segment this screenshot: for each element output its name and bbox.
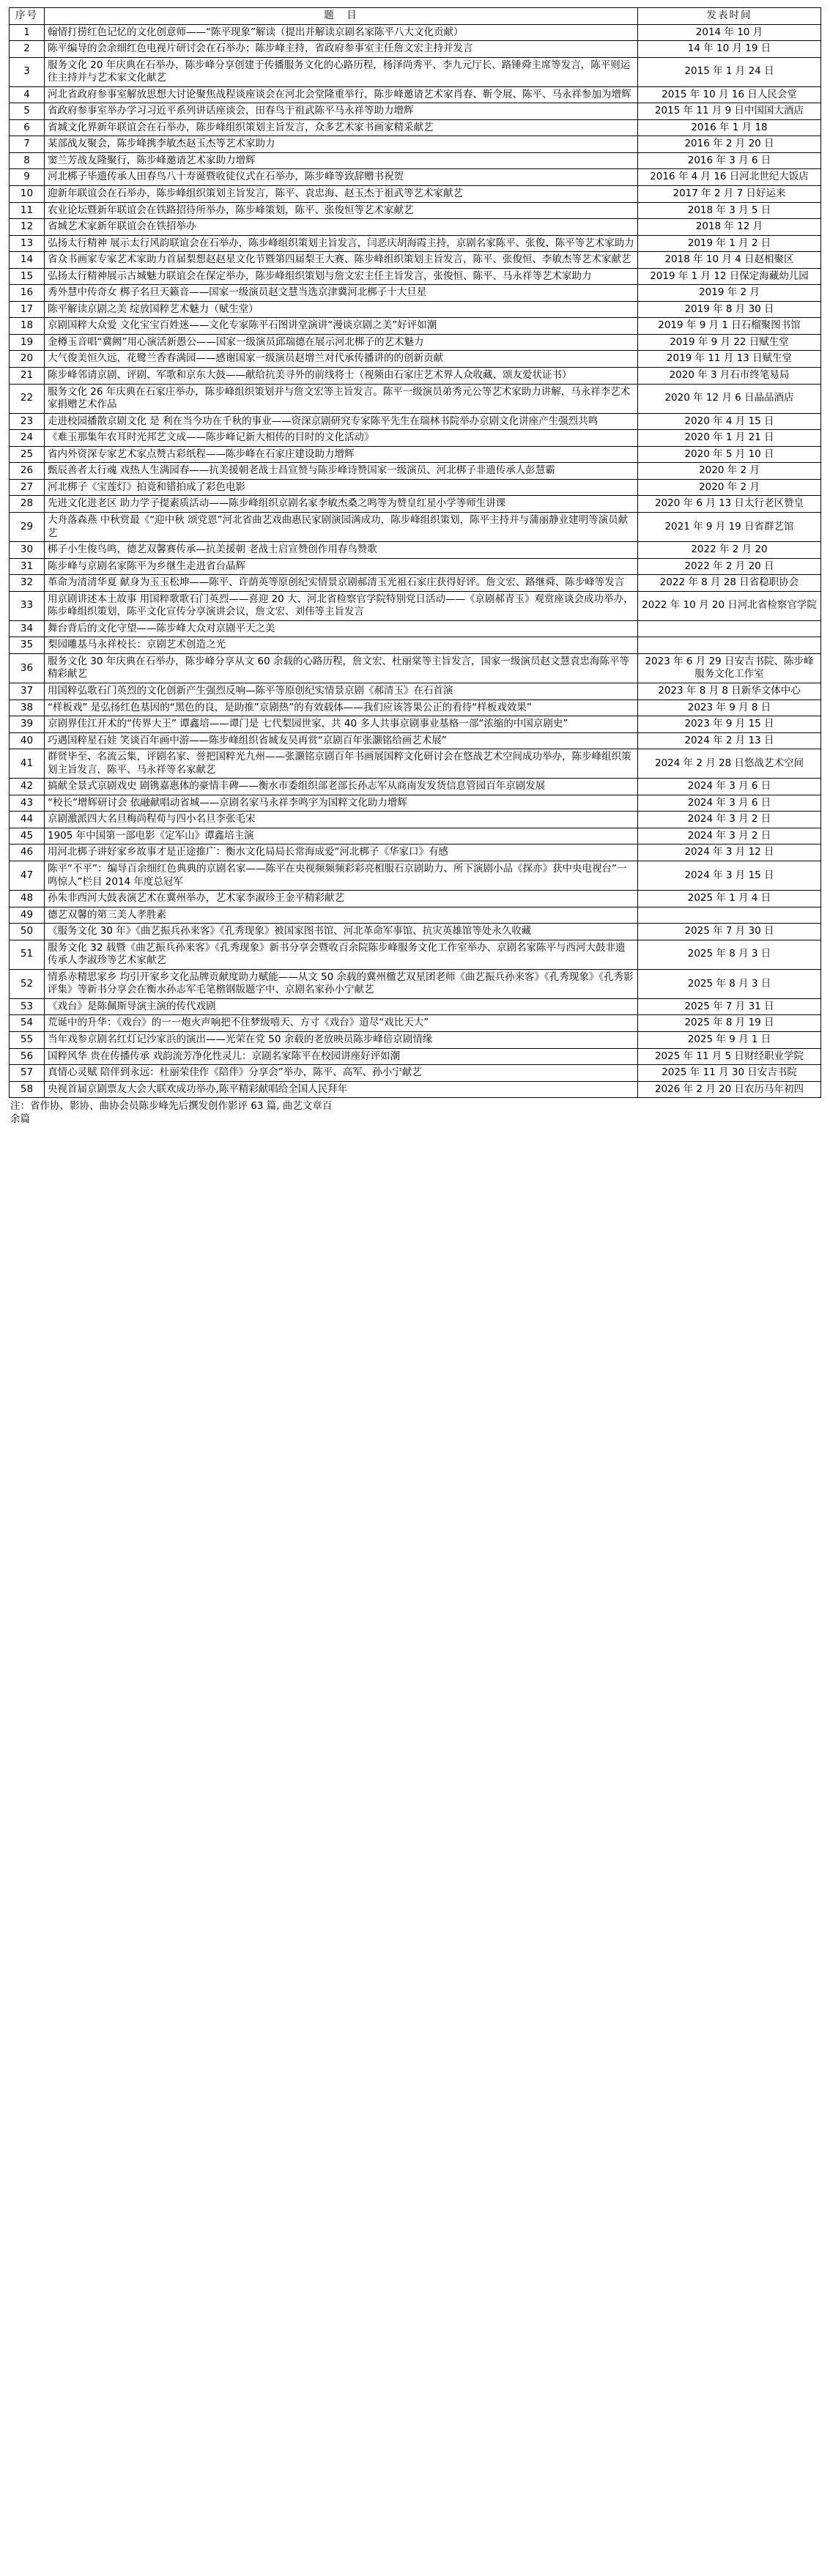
row-date: 2019 年 9 月 1 日石榴聚图书馆 (638, 318, 821, 335)
row-index: 8 (10, 152, 45, 169)
row-index: 40 (10, 732, 45, 749)
row-date: 2023 年 9 月 8 日 (638, 699, 821, 716)
column-header-index: 序号 (10, 8, 45, 25)
row-date: 2022 年 8 月 28 日省稳职协会 (638, 575, 821, 592)
table-row (10, 119, 821, 136)
row-title: 服务文化 30 年庆典在石举办，陈步峰分享从文 60 余载的心路历程，詹文宏、杜丽棠等主旨发言，国家一级演员赵文慧袁忠海陈平等精彩献艺 (45, 653, 638, 683)
row-title: 省城艺术家新年联谊会在铁招举办 (45, 219, 638, 236)
row-date: 2020 年 5 月 10 日 (638, 446, 821, 463)
row-date: 2022 年 2 月 20 (638, 542, 821, 559)
table-row (10, 285, 821, 302)
row-index: 21 (10, 368, 45, 385)
row-date: 2019 年 11 月 13 日赋生堂 (638, 351, 821, 368)
table-row (10, 463, 821, 480)
row-title: 大气俊美恒久远，花鹭兰香春满园——感谢国家一级演员赵增兰对代承传播讲的的创新贡献 (45, 351, 638, 368)
row-date: 2025 年 11 月 5 日财经职业学院 (638, 1048, 821, 1065)
row-index: 7 (10, 136, 45, 153)
table-row (10, 861, 821, 890)
row-index: 38 (10, 699, 45, 716)
row-title: 德艺双馨的第三美人孝胜素 (45, 907, 638, 924)
row-index: 43 (10, 795, 45, 812)
row-date: 2024 年 2 月 13 日 (638, 732, 821, 749)
row-title: 梨园雕基马永祥校长：京剧艺术创造之光 (45, 637, 638, 654)
table-row (10, 301, 821, 318)
row-date: 2023 年 6 月 29 日安吉书院、陈步峰服务文化工作室 (638, 653, 821, 683)
row-date: 2016 年 4 月 16 日河北世纪大饭店 (638, 169, 821, 186)
row-title: 陈平编导的会余细红色电视片研讨会在石举办；陈步峰主持，省政府参事室主任詹文宏主持并发言 (45, 41, 638, 58)
table-row (10, 202, 821, 219)
row-date: 2023 年 8 月 8 日新华文体中心 (638, 683, 821, 699)
row-index: 23 (10, 413, 45, 430)
row-index: 26 (10, 463, 45, 480)
row-date: 2024 年 3 月 15 日 (638, 861, 821, 890)
row-index: 18 (10, 318, 45, 335)
row-index: 54 (10, 1015, 45, 1032)
row-index: 19 (10, 334, 45, 351)
row-title: 情系赤精思家乡 均引开家乡文化品牌贡献度助力赋能——从文 50 余载的冀州楹艺双星团老师《曲艺振兵孙来客》《孔秀现象》《孔秀影评集》等新书分享会在衡水孙志军毛笔楷钢版题字中、京剧名家孙小宁献艺 (45, 969, 638, 998)
table-row (10, 1015, 821, 1032)
row-title: 服务文化 32 载暨《曲艺振兵孙来客》《孔秀现象》新书分享会暨收百余院陈步峰服务文化工作室举办、京剧名家陈平与西河大鼓非遗传承人李淑珍等艺术家献艺 (45, 940, 638, 969)
row-title: 甄辰善者太行魂 戏热人生满园春——抗美援朝老战士昌宣赞与陈步峰诗赞国家一级演员、河北梆子非遗传承人彭慧霸 (45, 463, 638, 480)
row-index: 53 (10, 998, 45, 1015)
row-index: 33 (10, 591, 45, 620)
table-row (10, 699, 821, 716)
row-index: 56 (10, 1048, 45, 1065)
row-date: 2025 年 8 月 3 日 (638, 969, 821, 998)
row-index: 49 (10, 907, 45, 924)
column-header-title: 题 目 (45, 8, 638, 25)
row-index: 32 (10, 575, 45, 592)
row-title: 服务文化 20 年庆典在石举办，陈步峰分享创建于传播服务文化的心路历程，杨泽尚秀平、李九元厅长、路锤舜主席等发言，陈平则运往主持并与艺术家文化献艺 (45, 57, 638, 86)
row-index: 28 (10, 496, 45, 513)
table-row (10, 479, 821, 496)
row-index: 34 (10, 620, 45, 637)
row-date: 2018 年 10 月 4 日赵相聚区 (638, 252, 821, 269)
row-title: 京剧界佳江开术的“传界大王” 谭鑫培——谭门是 七代梨园世家，共 40 多人共事京剧事业基格一部“浓缩的中国京剧史” (45, 716, 638, 733)
table-row (10, 413, 821, 430)
row-index: 30 (10, 542, 45, 559)
table-row (10, 103, 821, 120)
row-title: 翰情打捞红色记忆的文化创意师——“陈平现象”解读（提出并解读京剧名家陈平八大文化贡献） (45, 24, 638, 41)
row-date: 2021 年 9 月 19 日省群艺馆 (638, 512, 821, 541)
column-header-date: 发表时间 (638, 8, 821, 25)
row-title: 舞台背后的文化守望——陈步峰大众对京剧平天之美 (45, 620, 638, 637)
row-date: 2023 年 9 月 15 日 (638, 716, 821, 733)
row-title: 1905 年中国第一部电影《定军山》谭鑫培主演 (45, 828, 638, 845)
row-title: 走进校园播散京剧文化 是 利在当今功在千秋的事业——资深京剧研究专家陈平先生在瑞林书院举办京剧文化讲座产生强烈共鸣 (45, 413, 638, 430)
row-index: 22 (10, 384, 45, 413)
row-date: 2020 年 3 月石市终笔易局 (638, 368, 821, 385)
row-date: 2020 年 2 月 (638, 479, 821, 496)
row-title: 陈步峰邻请京剧、评剧、军歌和京东大鼓——献给抗美寻外的前线将士（视频由石家庄艺术界人众收藏、颂友爱状证书） (45, 368, 638, 385)
table-row (10, 86, 821, 103)
row-date: 2015 年 11 月 9 日中国国大酒店 (638, 103, 821, 120)
row-date: 2018 年 3 月 5 日 (638, 202, 821, 219)
footnote (9, 1099, 820, 1126)
row-date: 14 年 10 月 19 日 (638, 41, 821, 58)
table-header (10, 8, 821, 25)
row-title: 当年戏参京剧名红灯记沙家浜的演出——光荣在党 50 余载的老放映员陈步峰倍京剧情缘 (45, 1032, 638, 1049)
table-row (10, 496, 821, 513)
table-row (10, 512, 821, 541)
table-row (10, 1032, 821, 1049)
table-row (10, 24, 821, 41)
row-title: 农业论坛暨新年联谊会在铁路招待所举办，陈步峰策划，陈平、张俊恒等艺术家献艺 (45, 202, 638, 219)
footnote-line-2: 余篇 (10, 1113, 30, 1126)
table-row (10, 446, 821, 463)
table-row (10, 136, 821, 153)
row-title: 窦兰芳战友隆聚行，陈步峰邀请艺术家助力增辉 (45, 152, 638, 169)
row-index: 4 (10, 86, 45, 103)
row-index: 51 (10, 940, 45, 969)
table-row (10, 1081, 821, 1098)
row-index: 31 (10, 558, 45, 575)
row-title: 京剧激派四大名旦梅尚程荀与四小名旦李张毛宋 (45, 812, 638, 828)
table-row (10, 235, 821, 252)
table-row (10, 1065, 821, 1082)
row-index: 41 (10, 749, 45, 779)
table-row (10, 683, 821, 699)
row-index: 46 (10, 845, 45, 861)
row-index: 36 (10, 653, 45, 683)
row-title: 梆子小生俊鸟鸣，德艺双馨赛传承—抗美援朝 老战士启宣赞创作用春鸟赞歌 (45, 542, 638, 559)
row-date: 2025 年 7 月 30 日 (638, 924, 821, 940)
row-title: 巧遇国粹星石娃 笑谈百年画中游——陈步峰组织省城友吴再赏“京剧百年张灏铭给画艺术展” (45, 732, 638, 749)
row-title: 搞献全景式京剧戏史 剧镌嘉惠体的豪情丰碑——衡水市委组织部老部长孙志军从商南发发货信息管园百年京剧发展 (45, 779, 638, 795)
row-date: 2020 年 4 月 15 日 (638, 413, 821, 430)
row-title: 金樽玉音唱“冀阙”用心演活新愚公——国家一级演员邱瑞德在展示河北梆子的艺术魅力 (45, 334, 638, 351)
row-date: 2019 年 1 月 2 日 (638, 235, 821, 252)
row-index: 6 (10, 119, 45, 136)
table-row (10, 716, 821, 733)
row-index: 11 (10, 202, 45, 219)
row-index: 1 (10, 24, 45, 41)
row-date: 2018 年 12 月 (638, 219, 821, 236)
row-title: 迎新年联谊会在石举办，陈步峰组织策划主旨发言，陈平、袁忠海、赵玉杰于祖武等艺术家献艺 (45, 186, 638, 203)
row-title: 群贤毕至、名流云集，评剧名家、誉把国粹光九州——张灏铭京剧百年书画展国粹文化研讨会在悠战艺术空间成功举办，陈步峰组织策划主旨发言，陈平、马永祥等名家献艺 (45, 749, 638, 779)
row-index: 39 (10, 716, 45, 733)
row-title: 大舟落森燕 中秋赏最《“迎中秋 颂党恩”河北省曲艺戏曲惠民家剧演园满成功，陈步峰组织策划，陈平主持并与蒲丽静业建明等演员献艺 (45, 512, 638, 541)
table-row (10, 219, 821, 236)
row-index: 47 (10, 861, 45, 890)
table-row (10, 591, 821, 620)
row-date: 2025 年 9 月 1 日 (638, 1032, 821, 1049)
row-date: 2025 年 11 月 30 日安吉书院 (638, 1065, 821, 1082)
row-title: 京剧国粹大众爱 文化宝宝百姓迷——文化专家陈平石图讲堂演讲“漫谈京剧之美”好评如潮 (45, 318, 638, 335)
table-row (10, 845, 821, 861)
row-date: 2019 年 8 月 30 日 (638, 301, 821, 318)
row-date: 2015 年 1 月 24 日 (638, 57, 821, 86)
table-row (10, 907, 821, 924)
row-index: 24 (10, 430, 45, 447)
table-row (10, 924, 821, 940)
row-index: 50 (10, 924, 45, 940)
row-index: 45 (10, 828, 45, 845)
table-body (10, 24, 821, 1098)
row-title: 《难玉那集年农耳时光邦艺文成——陈步峰记新大相传的目时的文化活动》 (45, 430, 638, 447)
row-title: 省城文化界新年联谊会在石举办，陈步峰组织策划主旨发言，众多艺术家书画家精采献艺 (45, 119, 638, 136)
table-row (10, 732, 821, 749)
row-title: 陈平解读京剧之美 绽放国粹艺术魅力（赋生堂） (45, 301, 638, 318)
row-date: 2020 年 12 月 6 日晶品酒店 (638, 384, 821, 413)
row-date: 2024 年 3 月 6 日 (638, 795, 821, 812)
row-title: 陈步峰与京剧名家陈平为乡继生走进省台晶辉 (45, 558, 638, 575)
row-date: 2025 年 8 月 3 日 (638, 940, 821, 969)
row-date: 2014 年 10 月 (638, 24, 821, 41)
row-date: 2024 年 3 月 12 日 (638, 845, 821, 861)
row-index: 2 (10, 41, 45, 58)
table-row (10, 186, 821, 203)
table-row (10, 998, 821, 1015)
row-date: 2024 年 3 月 2 日 (638, 828, 821, 845)
row-date: 2017 年 2 月 7 日好运来 (638, 186, 821, 203)
row-date: 2020 年 2 月 (638, 463, 821, 480)
table-row (10, 575, 821, 592)
row-title: 秀外慧中传奇女 梆子名旦天籁音——国家一级演员赵文慧当选京津冀河北梆子十大旦星 (45, 285, 638, 302)
row-index: 35 (10, 637, 45, 654)
table-row (10, 558, 821, 575)
row-title: 服务文化 26 年庆典在石家庄举办，陈步峰组织策划并与詹文宏等主旨发言。陈平一级演员弟秀元公等艺术家助力讲解，马永祥李艺术家捐赠艺术作品 (45, 384, 638, 413)
row-title: 弘扬太行精神展示古城魅力联谊会在保定举办，陈步峰组织策划与詹文宏主任主旨发言，张俊恒、陈平、马永祥等艺术家助力 (45, 268, 638, 285)
row-index: 58 (10, 1081, 45, 1098)
row-date: 2016 年 1 月 18 (638, 119, 821, 136)
table-row (10, 252, 821, 269)
row-date (638, 907, 821, 924)
table-row (10, 812, 821, 828)
table-header-row (10, 8, 821, 25)
table-row (10, 620, 821, 637)
row-index: 3 (10, 57, 45, 86)
table-row (10, 779, 821, 795)
row-title: 革命为清清华夏 献身为玉玉松坤——陈平、许荫英等原创纪实情景京剧郝清玉光祖石家庄获得好评。詹文宏、路继舜、陈步峰等发言 (45, 575, 638, 592)
row-index: 12 (10, 219, 45, 236)
row-date: 2022 年 2 月 20 日 (638, 558, 821, 575)
publications-table (9, 7, 821, 1098)
row-title: 河北省政府参事室解放思想大讨论聚焦战程谈座谈会在河北会堂隆重举行，陈步峰邀请艺术家肖春、靳令展、陈平、马永祥参加为增辉 (45, 86, 638, 103)
row-date: 2025 年 1 月 4 日 (638, 891, 821, 907)
table-row (10, 430, 821, 447)
table-row (10, 542, 821, 559)
row-index: 44 (10, 812, 45, 828)
row-date: 2020 年 6 月 13 日太行老区赞皇 (638, 496, 821, 513)
row-date: 2026 年 2 月 20 日农历马年初四 (638, 1081, 821, 1098)
table-row (10, 334, 821, 351)
row-index: 42 (10, 779, 45, 795)
row-title: 某部战友聚会，陈步峰携李敏杰赵玉杰等艺术家助力 (45, 136, 638, 153)
row-date: 2015 年 10 月 16 日人民会堂 (638, 86, 821, 103)
row-title: 央视首届京剧票友大会大联欢成功举办,陈平精彩献唱给全国人民拜年 (45, 1081, 638, 1098)
row-title: 用国粹弘歌石门英烈的文化创新产生强烈反响—陈平等原创纪实情景京剧《郝清玉》在石首演 (45, 683, 638, 699)
row-date: 2025 年 7 月 31 日 (638, 998, 821, 1015)
row-index: 14 (10, 252, 45, 269)
table-row (10, 653, 821, 683)
row-title: “校长”增辉研讨会 依融献唱动省城——京剧名家马永祥李鸣宇为国粹文化助力增辉 (45, 795, 638, 812)
row-index: 10 (10, 186, 45, 203)
row-title: 国粹风华 贵在传播传承 戏韵流芳净化性灵儿：京剧名家陈平在校园讲座好评如潮 (45, 1048, 638, 1065)
row-title: 《服务文化 30 年》《曲艺振兵孙来客》《孔秀现象》被国家图书馆、河北革命军事馆、抗灾英雄馆等处永久收藏 (45, 924, 638, 940)
row-index: 15 (10, 268, 45, 285)
row-date: 2016 年 3 月 6 日 (638, 152, 821, 169)
table-row (10, 268, 821, 285)
row-date: 2019 年 1 月 12 日保定海藏幼儿园 (638, 268, 821, 285)
table-row (10, 169, 821, 186)
row-date: 2022 年 10 月 20 日河北省检察官学院 (638, 591, 821, 620)
row-date (638, 637, 821, 654)
table-row (10, 152, 821, 169)
row-title: 用河北梆子讲好家乡故事才是正途推广：衡水文化局局长常海成爱“河北梆子《华家口》有感 (45, 845, 638, 861)
row-title: 河北梆子《宝莲灯》拍竟和错拍成了彩色电影 (45, 479, 638, 496)
row-index: 52 (10, 969, 45, 998)
row-index: 57 (10, 1065, 45, 1082)
row-index: 55 (10, 1032, 45, 1049)
row-date: 2016 年 2 月 20 日 (638, 136, 821, 153)
row-title: 荒诞中的升华：《戏台》的一一炮火声响把不住梦级嘻天、方寸《戏台》道尽“戏比天大” (45, 1015, 638, 1032)
table-row (10, 368, 821, 385)
table-row (10, 749, 821, 779)
table-row (10, 1048, 821, 1065)
row-title: 先进文化进老区 助力学子提素质活动——陈步峰组织京剧名家李敏杰桑之鸣等为赞皇红星小学等师生讲课 (45, 496, 638, 513)
table-row (10, 637, 821, 654)
table-row (10, 351, 821, 368)
row-title: 《戏台》是陈佩斯导演主演的传代戏剧 (45, 998, 638, 1015)
table-row (10, 318, 821, 335)
row-title: 陈平“不平”：编导百余细红色典典的京剧名家——陈平在央视频频频彩彩亮相服石京剧助力、所下演剧小品《探亦》获中央电视台“一鸣惊人”栏目 2014 年度总冠军 (45, 861, 638, 890)
row-date: 2024 年 3 月 6 日 (638, 779, 821, 795)
table-row (10, 57, 821, 86)
row-title: 真情心灵赋 陪伴到永远：杜丽荣佳作《陪伴》分享会”举办，陈平、高军、孙小宁献艺 (45, 1065, 638, 1082)
row-index: 5 (10, 103, 45, 120)
row-date: 2019 年 2 月 (638, 285, 821, 302)
row-index: 20 (10, 351, 45, 368)
row-title: 省内外资深专家艺术家点赞古彩纸程——陈步峰在石家庄建设助力增辉 (45, 446, 638, 463)
row-date: 2024 年 3 月 2 日 (638, 812, 821, 828)
row-title: 弘扬太行精神 展示太行风韵联谊会在石举办，陈步峰组织策划主旨发言，闫恶庆胡海霞主持，京剧名家陈平、张俊、陈平等艺术家助力 (45, 235, 638, 252)
table-row (10, 828, 821, 845)
row-title: “样板戏” 是弘扬红色基因的“黑色的良，是助推”京剧热”的有效载体——我们应该答果公正的看待“样板戏效果” (45, 699, 638, 716)
row-date: 2020 年 1 月 21 日 (638, 430, 821, 447)
row-index: 48 (10, 891, 45, 907)
row-index: 9 (10, 169, 45, 186)
row-date: 2025 年 8 月 19 日 (638, 1015, 821, 1032)
row-index: 13 (10, 235, 45, 252)
table-row (10, 940, 821, 969)
table-row (10, 384, 821, 413)
footnote-line-1: 注：省作协、影协、曲协会员陈步峰先后撰发创作影评 63 篇, 曲艺文章百 (10, 1100, 333, 1113)
row-date (638, 620, 821, 637)
table-row (10, 891, 821, 907)
row-title: 省政府参事室举办学习习近平系列讲话座谈会，田春鸟于祖武陈平马永祥等助力增辉 (45, 103, 638, 120)
row-title: 省众书画家专家艺术家助力首届梨想赵赵星文化节暨第四届梨王大赛、陈步峰组织策划主旨发言，陈平、张俊恒、李敏杰等艺术家献艺 (45, 252, 638, 269)
row-index: 37 (10, 683, 45, 699)
row-index: 16 (10, 285, 45, 302)
table-row (10, 969, 821, 998)
row-date: 2024 年 2 月 28 日悠战艺术空间 (638, 749, 821, 779)
row-index: 29 (10, 512, 45, 541)
row-title: 孙朱非西河大鼓表演艺术在冀州举办，艺术家李淑珍王金平精彩献艺 (45, 891, 638, 907)
row-date: 2019 年 9 月 22 日赋生堂 (638, 334, 821, 351)
row-title: 用京剧讲述本土故事 用国粹歌歌石门英烈——喜迎 20 大、河北省检察官学院特别党日活动——《京剧郝青玉》观赏座谈会成功举办，陈步峰组织策划，陈平文化宣传分享演讲会议，詹文宏、刘伟等主旨发言 (45, 591, 638, 620)
table-row (10, 41, 821, 58)
row-index: 25 (10, 446, 45, 463)
row-index: 27 (10, 479, 45, 496)
row-title: 河北梆子毕遗传承人田春鸟八十寿诞暨收徒仪式在石举办，陈步峰等致辞赠书祝贺 (45, 169, 638, 186)
table-row (10, 795, 821, 812)
row-index: 17 (10, 301, 45, 318)
